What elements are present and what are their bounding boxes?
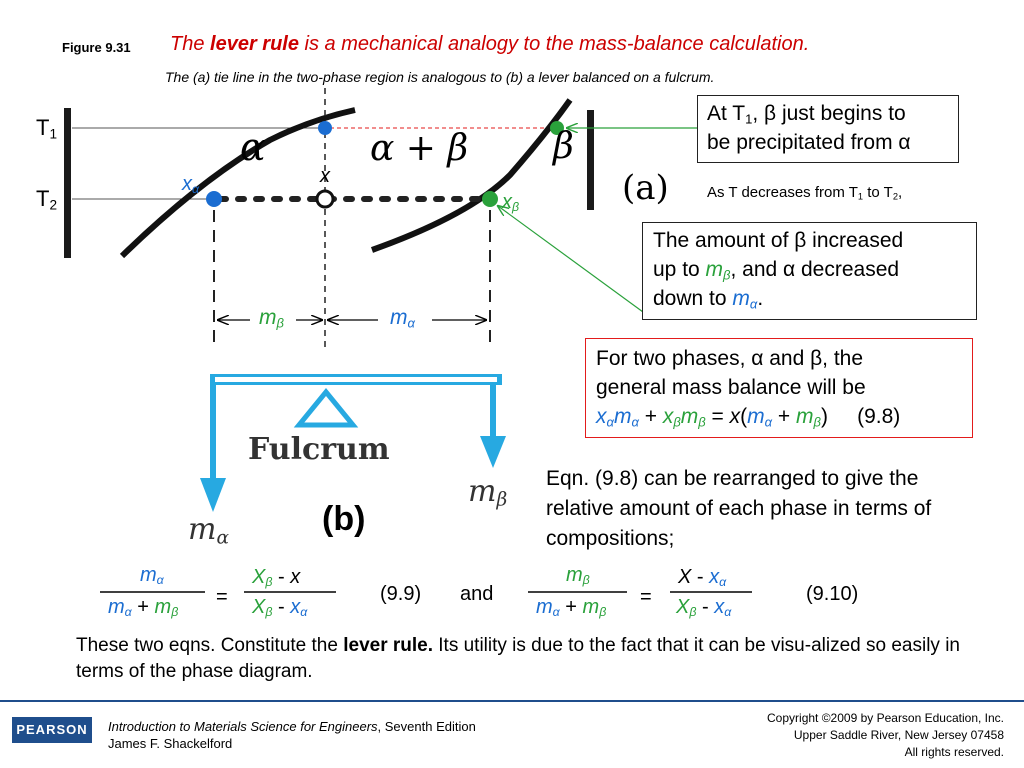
t1-label: $T_1$ (36, 115, 58, 142)
eq99-num-left: $m_\alpha$ (140, 564, 164, 588)
amount-line3: down to $m_\alpha$. (653, 287, 764, 312)
title-pre: The (170, 33, 211, 55)
x-beta-point (482, 191, 498, 207)
lever-m-alpha-label: $m_\alpha$ (188, 512, 230, 549)
alpha-region-label: α (240, 125, 266, 169)
eq99-num-right: $X_\beta$ - x (252, 566, 301, 590)
eq910-number: (9.10) (806, 583, 859, 605)
t1-blue-point (318, 121, 332, 135)
title-post: is a mechanical analogy to the mass-balance calculation. (298, 33, 810, 55)
m-beta-label: $m_\beta$ (259, 306, 284, 331)
eq99-equals: = (216, 586, 228, 608)
amount-callout-pointer (498, 206, 643, 312)
left-axis-bar (64, 108, 71, 258)
fulcrum-triangle (299, 392, 353, 425)
footer-divider (0, 700, 1024, 702)
eq910-equals: = (640, 586, 652, 608)
eq99-den-left: $m_\alpha + m_\beta$ (108, 596, 179, 620)
book-title: Introduction to Materials Science for Engineers (108, 719, 378, 734)
and-word: and (460, 583, 494, 605)
lever-m-beta-label: $m_\beta$ (468, 474, 508, 511)
x-center-label: x (320, 165, 330, 187)
t1-callout-line2: be precipitated from α (707, 131, 911, 154)
panel-a-label: (a) (622, 168, 669, 208)
pearson-logo: PEARSON (12, 717, 92, 743)
amount-line2: up to $m_\beta$, and α decreased (653, 258, 900, 283)
amount-line1: The amount of β increased (653, 229, 904, 252)
eq99-number: (9.9) (380, 583, 422, 605)
lever-left-arrowhead (200, 478, 226, 512)
figure-subtitle: The (a) tie line in the two-phase region is analogous to (b) a lever balanced on a fulcrum. (165, 69, 715, 85)
right-axis-bar (587, 110, 594, 210)
rearrange-text: Eqn. (9.8) can be rearranged to give the relative amount of each phase in terms of compositions; (546, 467, 932, 550)
beta-boundary (372, 100, 570, 250)
x-beta-label: $x_\beta$ (502, 191, 520, 215)
x-alpha-label: $x_\alpha$ (182, 173, 200, 197)
x-center-point (317, 191, 333, 207)
eq98-number: (9.8) (857, 405, 901, 428)
two-phase-box (585, 338, 973, 438)
alpha-beta-region-label: α + β (370, 128, 469, 169)
figure-label: Figure 9.31 (62, 40, 131, 55)
eq99-den-right: $X_\beta - x_\alpha$ (252, 596, 308, 620)
lever-bar-inner (215, 377, 497, 382)
m-alpha-label: $m_\alpha$ (390, 306, 415, 331)
lever-right-arrowhead (480, 436, 506, 468)
eq910-den-right: $X_\beta - x_\alpha$ (676, 596, 732, 620)
book-author: James F. Shackelford (108, 736, 233, 751)
book-citation (108, 718, 476, 752)
eq910-num-right: X - $x_\alpha$ (678, 566, 727, 590)
lever-rule-summary: These two eqns. Constitute the lever rule. Its utility is due to the fact that it can be visu-alized so easily in terms of the phase diagram. (76, 635, 960, 682)
t1-callout-line1: At $T_1$, β just begins to (707, 102, 906, 127)
copyright: Copyright ©2009 by Pearson Education, Inc. Upper Saddle River, New Jersey 07458 All rights reserved. (767, 711, 1004, 759)
eq910-den-left: $m_\alpha + m_\beta$ (536, 596, 607, 620)
t2-label: $T_2$ (36, 186, 58, 213)
panel-b-label: (b) (322, 500, 366, 538)
temperature-note: As T decreases from $T_1$ to $T_2$, (707, 184, 903, 202)
two-phase-line2: general mass balance will be (596, 376, 866, 399)
t1-callout-box (697, 95, 959, 163)
title-bold: lever rule (210, 33, 299, 55)
two-phase-line1: For two phases, α and β, the (596, 347, 864, 370)
beta-region-label: β (553, 126, 574, 167)
x-alpha-point (206, 191, 222, 207)
fulcrum-label: Fulcrum (248, 432, 390, 467)
mass-balance-equation: $x_\alpha m_\alpha + x_\beta m_\beta = x(m_\alpha + m_\beta)$ (9.8) (596, 405, 901, 430)
eq910-num-left: $m_\beta$ (566, 564, 590, 588)
amount-callout-box (642, 222, 977, 320)
book-edition: , Seventh Edition (377, 719, 476, 734)
